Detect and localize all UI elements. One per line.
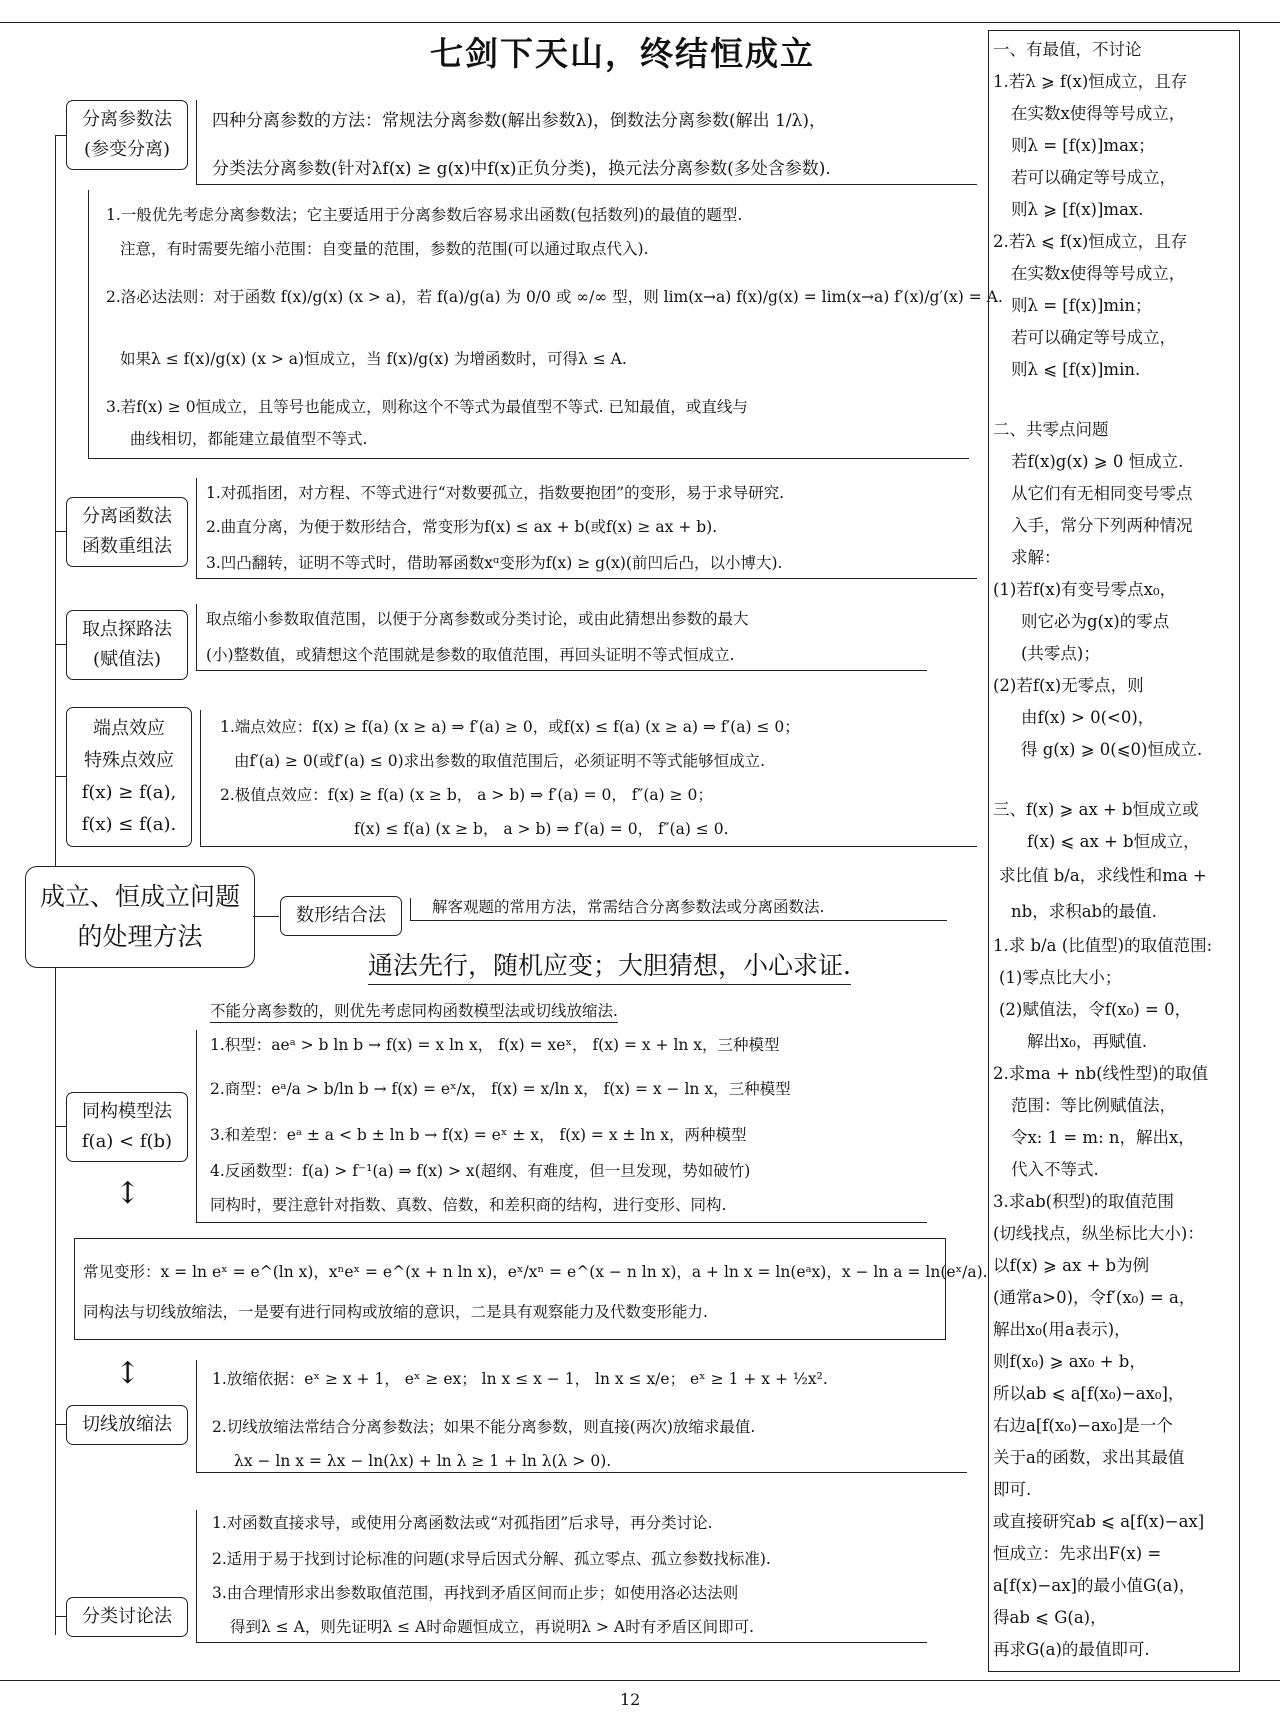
double-arrow-icon: ↕ (115, 1356, 141, 1391)
method-box-line: f(x) ≤ f(a). (81, 814, 177, 835)
sidebar-line: 由f(x) > 0(<0)， (1021, 708, 1155, 727)
m2-line: 1.对孤指团，对方程、不等式进行“对数要孤立，指数要抱团”的变形，易于求导研究. (206, 484, 785, 502)
method-box-line: 端点效应 (93, 718, 165, 739)
transform-line: 同构法与切线放缩法，一是要有进行同构或放缩的意识，二是具有观察能力及代数变形能力. (83, 1303, 708, 1321)
m6-line: 3.和差型：eᵃ ± a < b ± ln b → f(x) = eˣ ± x， f(x) = x ± ln x，两种模型 (210, 1126, 747, 1144)
sidebar-line: 或直接研究ab ⩽ a[f(x)−ax] (993, 1512, 1205, 1531)
sidebar-line: 2.若λ ⩽ f(x)恒成立，且存 (993, 232, 1188, 251)
method-box-isomorphism (66, 1092, 188, 1162)
sidebar-line: 三、f(x) ⩾ ax + b恒成立或 (993, 800, 1199, 819)
sidebar-line: 恒成立：先求出F(x) = (993, 1544, 1162, 1563)
m7-line: λx − ln x = λx − ln(λx) + ln λ ≥ 1 + ln λ(λ > 0). (234, 1452, 612, 1470)
sidebar-line: 3.求ab(积型)的取值范围 (993, 1192, 1175, 1211)
method-box-tangent-scaling (66, 1405, 188, 1445)
sidebar-line: 若可以确定等号成立， (1011, 328, 1176, 347)
method-box-line: 同构模型法 (82, 1101, 172, 1122)
m1-detail-line: 注意，有时需要先缩小范围：自变量的范围，参数的范围(可以通过取点代入). (120, 240, 649, 258)
sidebar-line: (1)若f(x)有变号零点x₀， (993, 580, 1177, 599)
m1-summary-line: 分类法分离参数(针对λf(x) ≥ g(x)中f(x)正负分类)，换元法分离参数(多处含参数). (212, 159, 831, 179)
sidebar-line: 关于a的函数，求出其最值 (993, 1448, 1185, 1467)
sidebar-line: (通常a>0)，令f′(x₀) = a， (993, 1288, 1196, 1307)
sidebar-line: 求比值 b/a，求线性和ma + (999, 866, 1207, 885)
sidebar-line: 1.求 b/a (比值型)的取值范围: (993, 936, 1213, 955)
method-box-line: 分离函数法 (82, 506, 172, 527)
page-number: 12 (620, 1690, 641, 1709)
m6-line: 同构时，要注意针对指数、真数、倍数，和差积商的结构，进行变形、同构. (210, 1196, 727, 1214)
sidebar-line: 再求G(a)的最值即可. (993, 1640, 1150, 1659)
m2-connector (55, 531, 66, 532)
m8-connector (55, 1616, 66, 1617)
method-box-separate-parameter (66, 100, 188, 170)
motto: 通法先行，随机应变；大胆猜想，小心求证. (368, 946, 851, 985)
method-box-line: (赋值法) (92, 649, 162, 670)
sidebar-line: 1.若λ ⩾ f(x)恒成立，且存 (993, 72, 1188, 91)
method-box-line: 数形结合法 (296, 905, 386, 926)
sidebar-line: (共零点)； (1021, 644, 1100, 663)
sidebar-line: 令x: 1 = m: n，解出x， (1011, 1128, 1195, 1147)
m4-line: f(x) ≤ f(a) (x ≥ b， a > b) ⇒ f′(a) = 0， f″(a) ≤ 0. (354, 820, 729, 838)
m7-line: 2.切线放缩法常结合分离参数法；如果不能分离参数，则直接(两次)放缩求最值. (212, 1418, 756, 1436)
sidebar-line: (1)零点比大小； (999, 968, 1122, 987)
m6-line: 4.反函数型：f(a) > f⁻¹(a) ⇒ f(x) > x(超纲、有难度，但一旦发现，势如破竹) (210, 1162, 751, 1180)
sidebar-line: 一、有最值，不讨论 (993, 40, 1142, 59)
transform-line: 常见变形：x = ln eˣ = e^(ln x)，xⁿeˣ = e^(x + n ln x)，eˣ/xⁿ = e^(x − n ln x)，a + ln x = ln(eᵃx)，x − ln a = ln(eˣ/a). (83, 1263, 988, 1281)
sidebar-panel (988, 30, 1240, 1672)
method-box-take-point (66, 610, 188, 680)
m5-text: 解客观题的常用方法，常需结合分离参数法或分离函数法. (432, 898, 825, 916)
sidebar-line: 若f(x)g(x) ⩾ 0 恒成立. (1011, 452, 1184, 471)
sidebar-line: 代入不等式. (1011, 1160, 1099, 1179)
method-box-endpoint-effect (66, 707, 192, 847)
method-box-line: 取点探路法 (82, 619, 172, 640)
method-box-line: 分类讨论法 (82, 1606, 172, 1627)
method-box-graph-combination (280, 896, 402, 936)
sidebar-line: 在实数x使得等号成立， (1011, 264, 1186, 283)
central-topic-box (25, 866, 255, 968)
method-box-line: (参变分离) (83, 139, 171, 160)
sidebar-line: (切线找点，纵坐标比大小)： (993, 1224, 1204, 1243)
sidebar-line: 入手，常分下列两种情况 (1011, 516, 1193, 535)
m8-line: 1.对函数直接求导，或使用分离函数法或“对孤指团”后求导，再分类讨论. (212, 1514, 713, 1532)
common-transform-box (74, 1238, 988, 1340)
central-topic-line: 成立、恒成立问题 (39, 882, 240, 911)
method-box-case-discussion (66, 1597, 188, 1637)
top-rule (0, 22, 1280, 23)
method-box-line: f(a) < f(b) (81, 1131, 173, 1152)
m7-line: 1.放缩依据：eˣ ≥ x + 1， eˣ ≥ ex； ln x ≤ x − 1， ln x ≤ x/e； eˣ ≥ 1 + x + ½x². (212, 1370, 828, 1388)
method-box-line: 特殊点效应 (84, 750, 174, 771)
m6-line: 1.积型：aeᵃ > b ln b → f(x) = x ln x， f(x) = xeˣ， f(x) = x + ln x，三种模型 (210, 1036, 780, 1054)
m4-line: 2.极值点效应：f(x) ≥ f(a) (x ≥ b， a > b) ⇒ f′(a) = 0， f″(a) ≥ 0； (220, 786, 713, 804)
m3-line: (小)整数值，或猜想这个范围就是参数的取值范围，再回头证明不等式恒成立. (206, 646, 735, 664)
sidebar-line: f(x) ⩽ ax + b恒成立， (1027, 832, 1200, 851)
method-box-line: 函数重组法 (82, 536, 172, 557)
m1-detail-line: 曲线相切，都能建立最值型不等式. (130, 430, 368, 448)
m3-connector (55, 644, 66, 645)
sidebar-line: (2)赋值法，令f(x₀) = 0， (999, 1000, 1192, 1019)
m8-line: 得到λ ≤ A，则先证明λ ≤ A时命题恒成立，再说明λ > A时有矛盾区间即可. (230, 1618, 755, 1636)
sidebar-line: (2)若f(x)无零点，则 (993, 676, 1144, 695)
sidebar-line: 右边a[f(x₀)−ax₀]是一个 (993, 1416, 1173, 1435)
m4-line: 由f′(a) ≥ 0(或f′(a) ≤ 0)求出参数的取值范围后，必须证明不等式能够恒成立. (234, 752, 766, 770)
sidebar-line: 二、共零点问题 (993, 420, 1109, 439)
m8-line: 2.适用于易于找到讨论标准的问题(求导后因式分解、孤立零点、孤立参数找标准). (212, 1550, 771, 1568)
sidebar-line: 则f(x₀) ⩾ ax₀ + b， (993, 1352, 1146, 1371)
sidebar-line: a[f(x)−ax]的最小值G(a)， (993, 1576, 1196, 1595)
m1-detail-line: 3.若f(x) ≥ 0恒成立，且等号也能成立，则称这个不等式为最值型不等式. 已知最值，或直线与 (106, 398, 748, 416)
sidebar-line: 则λ = [f(x)]min； (1011, 296, 1152, 315)
sidebar-line: 若可以确定等号成立， (1011, 168, 1176, 187)
m1-detail-line: 如果λ ≤ f(x)/g(x) (x > a)恒成立，当 f(x)/g(x) 为增函数时，可得λ ≤ A. (120, 350, 627, 368)
double-arrow-icon: ↕ (115, 1176, 141, 1211)
m2-line: 3.凹凸翻转，证明不等式时，借助幂函数xᵅ变形为f(x) ≥ g(x)(前凹后凸，以小博大). (206, 554, 783, 572)
m5-connector (253, 916, 279, 917)
sidebar-line: 得 g(x) ⩾ 0(⩽0)恒成立. (1021, 740, 1203, 759)
m6-line: 2.商型：eᵃ/a > b/ln b → f(x) = eˣ/x， f(x) = x/ln x， f(x) = x − ln x，三种模型 (210, 1080, 791, 1098)
method-box-line: 切线放缩法 (82, 1414, 172, 1435)
method-box-separate-function (66, 497, 188, 567)
m1-detail-bracket (88, 190, 969, 459)
sidebar-line: 解出x₀，再赋值. (1027, 1032, 1148, 1051)
page-title: 七剑下天山，终结恒成立 (430, 34, 815, 73)
m6-connector (55, 1126, 66, 1127)
m7-connector (55, 1424, 66, 1425)
m4-connector (55, 776, 66, 777)
sidebar-line: 从它们有无相同变号零点 (1011, 484, 1193, 503)
sidebar-line: 即可. (993, 1480, 1032, 1499)
sidebar-line: 2.求ma + nb(线性型)的取值 (993, 1064, 1209, 1083)
central-topic-line: 的处理方法 (77, 922, 203, 951)
sidebar-line: 求解： (1011, 548, 1061, 567)
m3-line: 取点缩小参数取值范围，以便于分离参数或分类讨论，或由此猜想出参数的最大 (206, 610, 749, 628)
sidebar-line: 得ab ⩽ G(a)， (993, 1608, 1107, 1627)
sidebar-line: 则λ = [f(x)]max； (1011, 136, 1155, 155)
sidebar-line: nb，求积ab的最值. (1011, 902, 1157, 921)
m1-summary-line: 四种分离参数的方法：常规法分离参数(解出参数λ)，倒数法分离参数(解出 1/λ)， (212, 111, 827, 131)
sidebar-line: 所以ab ⩽ a[f(x₀)−ax₀]， (993, 1384, 1185, 1403)
sidebar-line: 解出x₀(用a表示)， (993, 1320, 1131, 1339)
m4-line: 1.端点效应：f(x) ≥ f(a) (x ≥ a) ⇒ f′(a) ≥ 0，或f(x) ≤ f(a) (x ≥ a) ⇒ f′(a) ≤ 0； (220, 718, 800, 736)
m8-line: 3.由合理情形求出参数取值范围，再找到矛盾区间而止步；如使用洛必达法则 (212, 1584, 739, 1602)
sidebar-line: 以f(x) ⩾ ax + b为例 (993, 1256, 1150, 1275)
sidebar-line: 则λ ⩽ [f(x)]min. (1011, 360, 1141, 379)
sidebar-line: 在实数x使得等号成立， (1011, 104, 1186, 123)
m2-line: 2.曲直分离，为便于数形结合，常变形为f(x) ≤ ax + b(或f(x) ≥ ax + b). (206, 518, 718, 536)
sidebar-line: 则λ ⩾ [f(x)]max. (1011, 200, 1144, 219)
bottom-rule (0, 1680, 1280, 1681)
sidebar-line: 范围：等比例赋值法， (1011, 1096, 1176, 1115)
sidebar-line: 则它必为g(x)的零点 (1021, 612, 1170, 631)
method-box-line: 分离参数法 (82, 109, 172, 130)
method-box-line: f(x) ≥ f(a), (81, 782, 177, 803)
m6-intro: 不能分离参数的，则优先考虑同构函数模型法或切线放缩法. (210, 1000, 618, 1023)
m1-detail-line: 1.一般优先考虑分离参数法；它主要适用于分离参数后容易求出函数(包括数列)的最值的题型. (106, 206, 743, 224)
m1-detail-line: 2.洛必达法则：对于函数 f(x)/g(x) (x > a)，若 f(a)/g(a) 为 0/0 或 ∞/∞ 型，则 lim(x→a) f(x)/g(x) = lim(x→a) f′(x)/g′(x) = A. (106, 288, 1003, 306)
